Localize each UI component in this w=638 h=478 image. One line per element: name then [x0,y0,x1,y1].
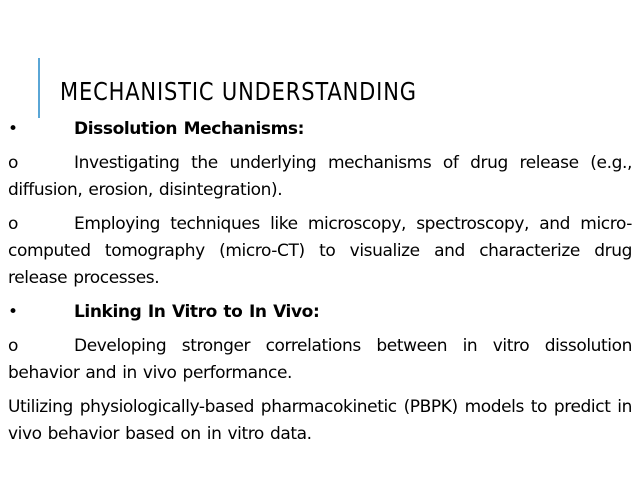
sub-bullet-marker: o [8,153,19,173]
sub-item-text: Developing stronger correlations between in vitro dissolution behavior and in vivo performance. [8,336,632,383]
sub-bullet-marker: o [8,214,19,234]
title-accent-line [38,58,40,118]
section-heading-text: Dissolution Mechanisms: [74,119,305,139]
sub-item-text: Employing techniques like microscopy, spectroscopy, and micro-computed tomography (micro-CT) to visualize and characterize drug release processes. [8,214,632,288]
sub-item-correlations [8,333,632,387]
section-heading-text: Linking In Vitro to In Vivo: [74,302,320,322]
sub-item-mechanisms [8,150,632,204]
sub-item-text: Investigating the underlying mechanisms of drug release (e.g., diffusion, erosion, disintegration). [8,153,632,200]
section-heading-linking [8,299,632,326]
slide-body [8,116,632,448]
sub-bullet-marker: o [8,336,19,356]
closing-paragraph: Utilizing physiologically-based pharmacokinetic (PBPK) models to predict in vivo behavior based on in vitro data. [8,397,632,444]
section-heading-dissolution [8,116,632,143]
bullet-marker: • [8,302,18,322]
bullet-marker: • [8,119,18,139]
sub-item-techniques [8,211,632,292]
slide-title: MECHANISTIC UNDERSTANDING [60,77,417,106]
